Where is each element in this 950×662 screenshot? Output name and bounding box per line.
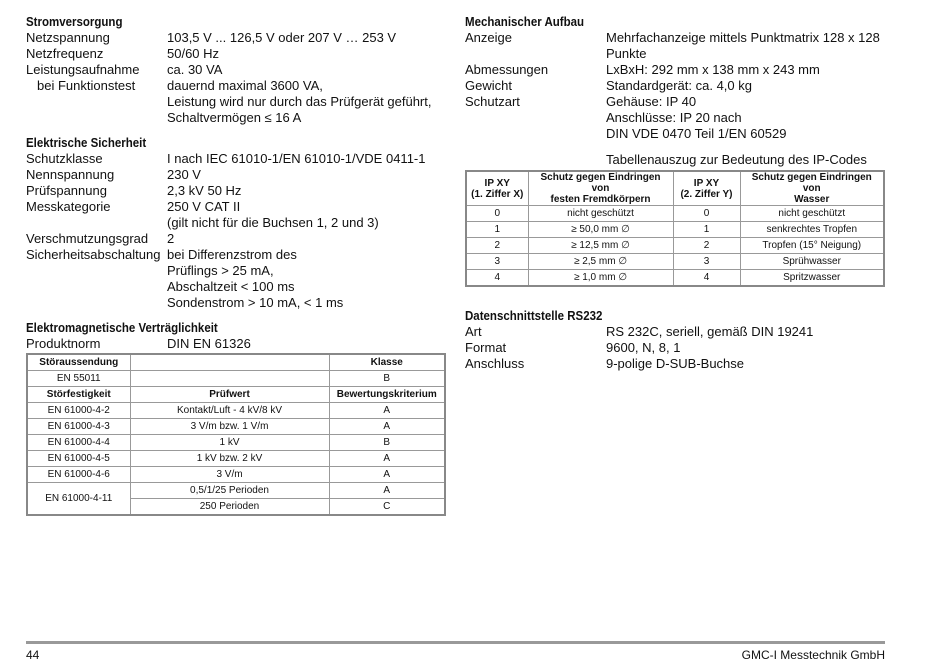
table-cell: ≥ 50,0 mm ∅ [528, 222, 673, 238]
spec-row [465, 340, 885, 356]
spec-row [26, 247, 446, 311]
mech-heading: Mechanischer Aufbau [465, 15, 585, 29]
table-cell: 1 [673, 222, 740, 238]
spec-key: Nennspannung [26, 167, 115, 182]
spec-key: Produktnorm [26, 336, 101, 351]
table-cell: EN 61000-4-6 [27, 467, 130, 483]
iface-spec [465, 324, 885, 372]
table-cell: ≥ 12,5 mm ∅ [528, 238, 673, 254]
spec-value: 9-polige D-SUB-Buchse [606, 356, 745, 371]
table-cell: B [329, 435, 445, 451]
spec-key: Schutzart [465, 94, 520, 109]
table-cell: EN 61000-4-5 [27, 451, 130, 467]
table-cell: 0,5/1/25 Perioden [130, 483, 329, 499]
spec-key: Art [465, 324, 482, 339]
table-cell: nicht geschützt [528, 206, 673, 222]
table-header-cell: Bewertungskriterium [329, 387, 445, 403]
iface-heading: Datenschnittstelle RS232 [465, 309, 603, 323]
table-header-cell [130, 354, 329, 371]
table-cell: 0 [466, 206, 528, 222]
emc-table [26, 353, 446, 516]
table-header-cell: Prüfwert [130, 387, 329, 403]
spec-row [465, 94, 885, 142]
safety-heading: Elektrische Sicherheit [26, 136, 147, 150]
spec-row [26, 231, 446, 247]
spec-key: Verschmutzungsgrad [26, 231, 149, 246]
table-header-cell: IP XY (2. Ziffer Y) [673, 171, 740, 206]
spec-value: 2,3 kV 50 Hz [167, 183, 242, 198]
spec-key: Gewicht [465, 78, 512, 93]
spec-key: Netzfrequenz [26, 46, 104, 61]
spec-key: Messkategorie [26, 199, 111, 214]
spec-row [26, 151, 446, 167]
spec-value: dauernd maximal 3600 VA, Leistung wird nur durch das Prüfgerät geführt, Schaltvermögen ≤ 16 A [167, 78, 432, 125]
spec-value: 50/60 Hz [167, 46, 220, 61]
spec-key: Leistungsaufnahme [26, 62, 140, 77]
table-cell: 3 V/m [130, 467, 329, 483]
spec-value: 9600, N, 8, 1 [606, 340, 681, 355]
table-row [466, 222, 884, 238]
spec-row [465, 78, 885, 94]
table-row [27, 467, 445, 483]
spec-value: 230 V [167, 167, 201, 182]
spec-value: ca. 30 VA [167, 62, 223, 77]
spec-key: Anzeige [465, 30, 512, 45]
table-header-cell: Störfestigkeit [27, 387, 130, 403]
table-cell: 1 kV bzw. 2 kV [130, 451, 329, 467]
ip-table-caption: Tabellenauszug zur Bedeutung des IP-Codes [606, 152, 867, 167]
spec-value: DIN EN 61326 [167, 336, 251, 351]
table-row [466, 254, 884, 270]
table-header-cell: Schutz gegen Eindringen von Wasser [740, 171, 884, 206]
spec-row [465, 62, 885, 78]
spec-value: RS 232C, seriell, gemäß DIN 19241 [606, 324, 814, 339]
table-cell: A [329, 403, 445, 419]
spec-row [26, 30, 446, 46]
table-header-cell: Klasse [329, 354, 445, 371]
table-cell: 3 [466, 254, 528, 270]
spec-value: Mehrfachanzeige mittels Punktmatrix 128 x 128 Punkte [606, 30, 880, 61]
table-cell: EN 61000-4-2 [27, 403, 130, 419]
power-heading: Stromversorgung [26, 15, 123, 29]
spec-value: I nach IEC 61010-1/EN 61010-1/VDE 0411-1 [167, 151, 426, 166]
table-header-cell: IP XY (1. Ziffer X) [466, 171, 528, 206]
spec-key: Format [465, 340, 507, 355]
table-header-row [27, 354, 445, 371]
spec-row [26, 183, 446, 199]
table-cell: ≥ 1,0 mm ∅ [528, 270, 673, 287]
table-cell: A [329, 483, 445, 499]
table-cell: 3 V/m bzw. 1 V/m [130, 419, 329, 435]
right-column [465, 14, 885, 372]
table-row [27, 483, 445, 499]
table-row [27, 419, 445, 435]
spec-key: Prüfspannung [26, 183, 107, 198]
table-cell: 4 [673, 270, 740, 287]
table-header-cell: Störaussendung [27, 354, 130, 371]
spec-value: 250 V CAT II (gilt nicht für die Buchsen 1, 2 und 3) [167, 199, 379, 230]
spec-row [26, 336, 446, 352]
table-cell: EN 61000-4-4 [27, 435, 130, 451]
table-cell: 1 [466, 222, 528, 238]
company-name: GMC-I Messtechnik GmbH [741, 648, 885, 662]
ip-code-table [465, 170, 885, 287]
table-cell: Spritzwasser [740, 270, 884, 287]
table-header-cell: Schutz gegen Eindringen von festen Fremdkörpern [528, 171, 673, 206]
spec-key: Abmessungen [465, 62, 549, 77]
table-cell: 0 [673, 206, 740, 222]
emc-spec [26, 336, 446, 352]
power-spec [26, 30, 446, 126]
spec-value: Gehäuse: IP 40 Anschlüsse: IP 20 nach DIN VDE 0470 Teil 1/EN 60529 [606, 94, 787, 141]
table-cell: A [329, 419, 445, 435]
spec-key: Sicherheitsabschaltung [26, 247, 161, 262]
table-header-row [27, 387, 445, 403]
table-row [466, 206, 884, 222]
spec-key: Schutzklasse [26, 151, 103, 166]
spec-key: Netzspannung [26, 30, 110, 45]
spec-value: 2 [167, 231, 175, 246]
table-cell [130, 371, 329, 387]
spec-row [26, 78, 446, 126]
safety-spec [26, 151, 446, 311]
spec-row [465, 30, 885, 62]
table-row [466, 270, 884, 287]
table-cell: 3 [673, 254, 740, 270]
table-cell: 2 [466, 238, 528, 254]
table-cell: EN 61000-4-3 [27, 419, 130, 435]
table-header-row [466, 171, 884, 206]
table-cell: A [329, 451, 445, 467]
table-cell: C [329, 499, 445, 516]
left-column [26, 14, 446, 516]
table-cell: Kontakt/Luft - 4 kV/8 kV [130, 403, 329, 419]
table-cell: Tropfen (15° Neigung) [740, 238, 884, 254]
spec-row [26, 167, 446, 183]
table-cell: Sprühwasser [740, 254, 884, 270]
mech-spec [465, 30, 885, 142]
spec-row [465, 324, 885, 340]
table-cell: A [329, 467, 445, 483]
table-cell: 4 [466, 270, 528, 287]
spec-value: Standardgerät: ca. 4,0 kg [606, 78, 752, 93]
table-cell: nicht geschützt [740, 206, 884, 222]
table-cell: EN 61000-4-11 [27, 483, 130, 516]
spec-value: 103,5 V ... 126,5 V oder 207 V … 253 V [167, 30, 397, 45]
table-cell: senkrechtes Tropfen [740, 222, 884, 238]
table-cell: 2 [673, 238, 740, 254]
table-cell: 250 Perioden [130, 499, 329, 516]
table-cell: EN 55011 [27, 371, 130, 387]
spec-key: bei Funktionstest [37, 78, 136, 93]
spec-value: LxBxH: 292 mm x 138 mm x 243 mm [606, 62, 820, 77]
table-row [466, 238, 884, 254]
spec-row [26, 46, 446, 62]
table-cell: 1 kV [130, 435, 329, 451]
spec-row [26, 199, 446, 231]
table-cell: ≥ 2,5 mm ∅ [528, 254, 673, 270]
table-row [27, 435, 445, 451]
spec-value: bei Differenzstrom des Prüflings > 25 mA, Abschaltzeit < 100 ms Sondenstrom > 10 mA, < 1 ms [167, 247, 344, 310]
table-row [27, 371, 445, 387]
spec-row [465, 356, 885, 372]
table-row [27, 451, 445, 467]
table-row [27, 403, 445, 419]
footer-divider [26, 641, 885, 644]
page-number: 44 [26, 648, 40, 662]
spec-key: Anschluss [465, 356, 525, 371]
table-cell: B [329, 371, 445, 387]
emc-heading: Elektromagnetische Verträglichkeit [26, 321, 218, 335]
spec-row [26, 62, 446, 78]
